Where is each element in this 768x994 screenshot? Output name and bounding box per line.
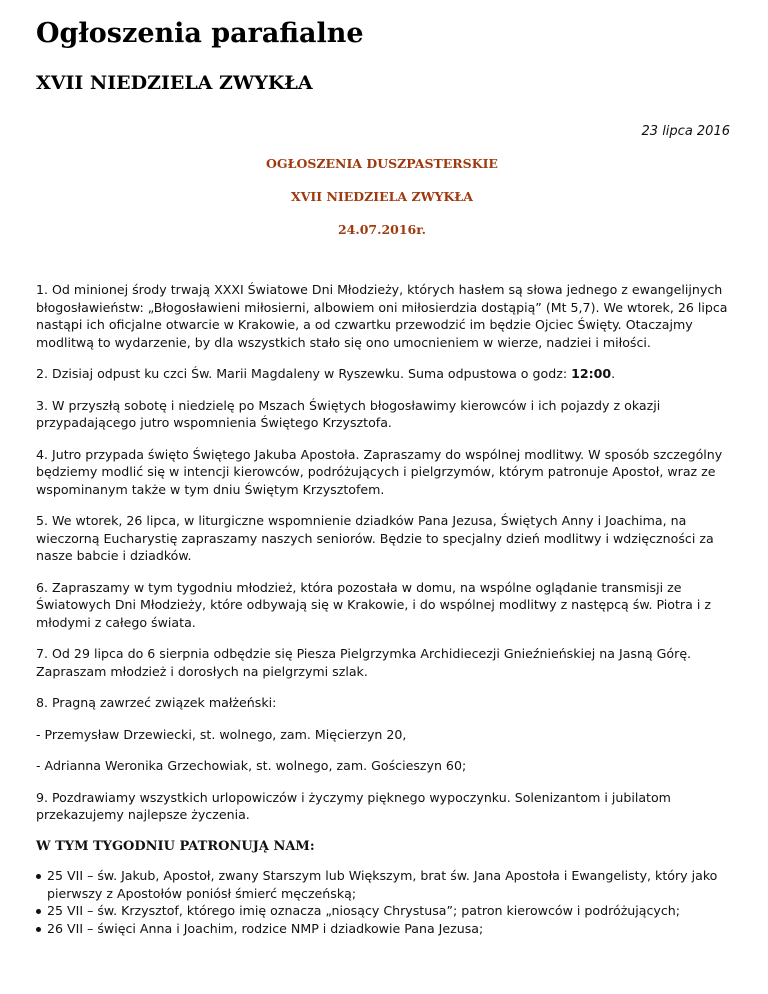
- announcements-body: [36, 281, 736, 937]
- announcement-3: 3. W przyszłą sobotę i niedzielę po Mszach Świętych błogosławimy kierowców i ich pojazdy z okazji przypadającego jutro wspomnienia Świętego Krzysztofa.: [36, 397, 661, 430]
- list-item: 25 VII – św. Krzysztof, którego imię oznacza „niosący Chrystusa”; patron kierowców i podróżujących;: [36, 902, 736, 920]
- announcement-2-end: .: [611, 366, 616, 381]
- announcement-4: 4. Jutro przypada święto Świętego Jakuba Apostoła. Zapraszamy do wspólnej modlitwy. W sposób szczególny będziemy modlić się w intencji kierowców, podróżujących i pielgrzymów, którym patronuje Apostoł, wraz ze wspominanym także w tym dniu Świętym Krzysztofem.: [36, 446, 723, 497]
- post-date: 23 lipca 2016: [641, 124, 730, 139]
- marriage-couple-2: - Adrianna Weronika Grzechowiak, st. wolnego, zam. Gościeszyn 60;: [36, 758, 467, 773]
- marriage-couple-1: - Przemysław Drzewiecki, st. wolnego, zam. Mięcierzyn 20,: [36, 726, 407, 742]
- patrons-heading: W TYM TYGODNIU PATRONUJĄ NAM:: [36, 838, 315, 854]
- patrons-list: [36, 867, 736, 937]
- list-item: 25 VII – św. Jakub, Apostoł, zwany Starszym lub Większym, brat św. Jana Apostoła i Ewangelisty, który jako pierwszy z Apostołów poniósł śmierć męczeńską;: [36, 867, 736, 902]
- announcement-6: 6. Zapraszamy w tym tygodniu młodzież, która pozostała w domu, na wspólne oglądanie transmisji ze Światowych Dni Młodzieży, które odbywają się w Krakowie, i do wspólnej modlitwy z następcą św. Piotra i z młodymi z całego świata.: [36, 579, 711, 630]
- announcement-7: 7. Od 29 lipca do 6 sierpnia odbędzie się Piesza Pielgrzymka Archidiecezji Gnieźnieńskiej na Jasną Górę. Zapraszam młodzież i dorosłych na pielgrzymi szlak.: [36, 646, 692, 679]
- announcement-8: 8. Pragną zawrzeć związek małżeński:: [36, 695, 277, 710]
- sunday-heading: XVII NIEDZIELA ZWYKŁA: [291, 189, 473, 204]
- announcement-1: 1. Od minionej środy trwają XXXI Światowe Dni Młodzieży, których hasłem są słowa jednego z ewangelijnych błogosławieństw: „Błogosławieni miłosierni, albowiem oni miłosierdzia dostąpią” (Mt 5,7). We wtorek, 26 lipca nastąpi ich oficjalne otwarcie w Krakowie, a od czwartku przewodzić im będzie Ojciec Święty. Otaczajmy modlitwą to wydarzenie, by dla wszystkich stało się ono umocnieniem w wierze, nadziei i miłości.: [36, 282, 728, 350]
- mass-time: 12:00: [571, 366, 612, 381]
- announcement-5: 5. We wtorek, 26 lipca, w liturgiczne wspomnienie dziadków Pana Jezusa, Świętych Anny i Joachima, na wieczorną Eucharystię zapraszamy naszych seniorów. Będzie to specjalny dzień modlitwy i wdzięczności za nasze babcie i dziadków.: [36, 513, 714, 563]
- page-title: Ogłoszenia parafialne: [36, 18, 364, 49]
- announcement-9: 9. Pozdrawiamy wszystkich urlopowiczów i życzymy pięknego wypoczynku. Solenizantom i jubilatom przekazujemy najlepsze życzenia.: [36, 789, 671, 822]
- page-subtitle: XVII NIEDZIELA ZWYKŁA: [36, 72, 313, 94]
- list-item: 26 VII – święci Anna i Joachim, rodzice NMP i dziadkowie Pana Jezusa;: [36, 920, 736, 938]
- date-heading: 24.07.2016r.: [337, 222, 427, 237]
- announcement-2: [36, 365, 736, 383]
- announcement-2-text: 2. Dzisiaj odpust ku czci Św. Marii Magdaleny w Ryszewku. Suma odpustowa o godz:: [36, 366, 572, 381]
- announcements-heading: OGŁOSZENIA DUSZPASTERSKIE: [266, 156, 498, 171]
